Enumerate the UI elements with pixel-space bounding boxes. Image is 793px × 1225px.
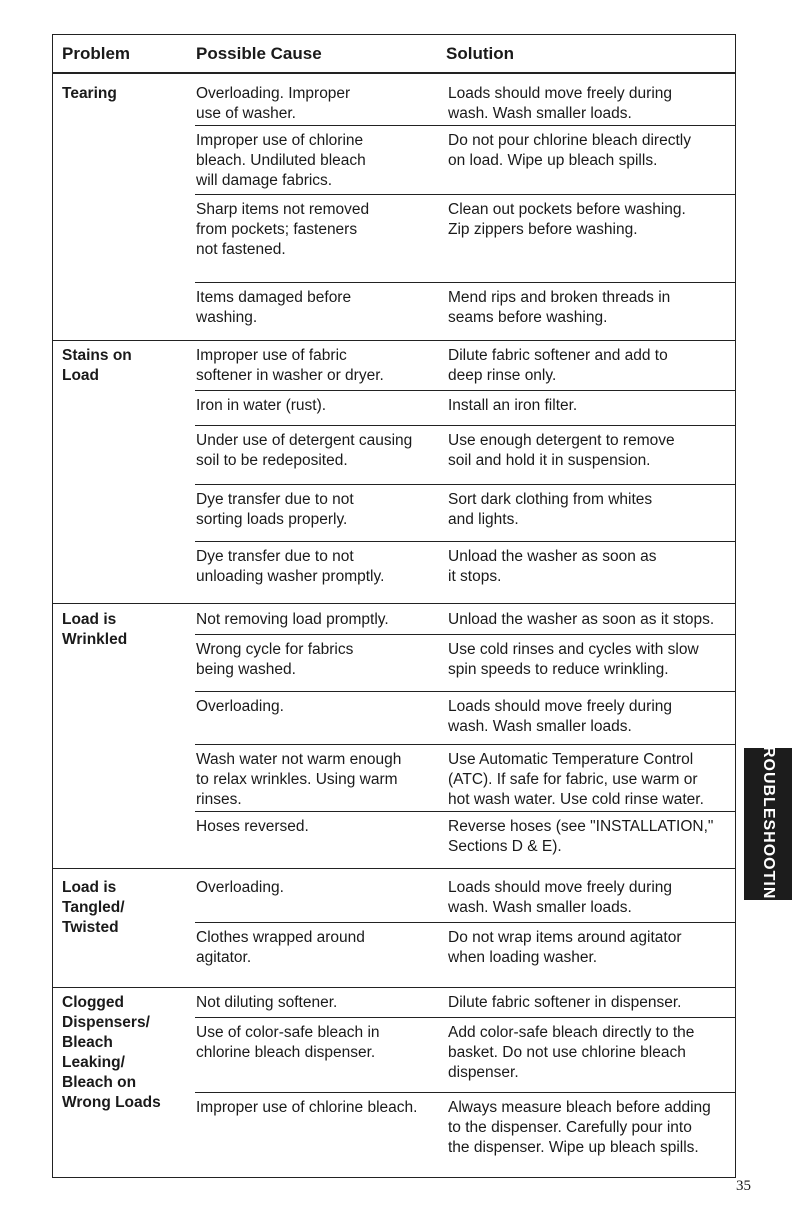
solution-cell: Always measure bleach before adding to the dispenser. Carefully pour into the dispenser. Wipe up bleach spills. (448, 1099, 711, 1156)
row-divider (195, 1092, 736, 1093)
solution-cell: Loads should move freely during wash. Wash smaller loads. (448, 85, 673, 122)
problem-label: Stains on Load (62, 347, 132, 384)
group-divider (52, 340, 736, 341)
solution-cell: Loads should move freely during wash. Wash smaller loads. (448, 879, 673, 916)
possible-cause-cell: Wash water not warm enough to relax wrinkles. Using warm rinses. (196, 751, 402, 808)
table-header (52, 34, 736, 74)
row-divider (195, 691, 736, 692)
problem-label: Tearing (62, 85, 117, 102)
possible-cause-cell: Improper use of fabric softener in washer or dryer. (196, 347, 384, 384)
possible-cause-cell: Overloading. (196, 698, 284, 715)
possible-cause-cell: Overloading. Improper use of washer. (196, 85, 351, 122)
header-solution: Solution (446, 44, 514, 63)
problem-label: Clogged Dispensers/ Bleach Leaking/ Bleach on Wrong Loads (62, 994, 161, 1111)
group-divider (52, 603, 736, 604)
solution-cell: Add color-safe bleach directly to the basket. Do not use chlorine bleach dispenser. (448, 1024, 695, 1081)
solution-cell: Use enough detergent to remove soil and hold it in suspension. (448, 432, 675, 469)
solution-cell: Unload the washer as soon as it stops. (448, 548, 657, 585)
possible-cause-cell: Iron in water (rust). (196, 397, 327, 414)
row-divider (195, 922, 736, 923)
solution-cell: Loads should move freely during wash. Wash smaller loads. (448, 698, 673, 735)
possible-cause-cell: Dye transfer due to not unloading washer promptly. (196, 548, 385, 585)
solution-cell: Unload the washer as soon as it stops. (448, 611, 715, 628)
header-problem: Problem (62, 44, 131, 63)
row-divider (195, 484, 736, 485)
solution-cell: Do not pour chlorine bleach directly on load. Wipe up bleach spills. (448, 132, 691, 169)
row-divider (195, 194, 736, 195)
problem-label: Load is Tangled/ Twisted (62, 879, 125, 936)
possible-cause-cell: Dye transfer due to not sorting loads properly. (196, 491, 354, 528)
possible-cause-cell: Overloading. (196, 879, 284, 896)
possible-cause-cell: Improper use of chlorine bleach. Undiluted bleach will damage fabrics. (196, 132, 366, 189)
row-divider (195, 282, 736, 283)
possible-cause-cell: Not removing load promptly. (196, 611, 389, 628)
header-possible-cause: Possible Cause (196, 44, 322, 63)
row-divider (195, 1017, 736, 1018)
row-divider (195, 425, 736, 426)
solution-cell: Dilute fabric softener in dispenser. (448, 994, 682, 1011)
troubleshooting-side-tab (744, 735, 792, 913)
solution-cell: Sort dark clothing from whites and lights. (448, 491, 653, 528)
solution-cell: Use Automatic Temperature Control (ATC). If safe for fabric, use warm or hot wash water. Use cold rinse water. (448, 751, 704, 808)
possible-cause-cell: Under use of detergent causing soil to be redeposited. (196, 432, 413, 469)
side-tab-label: TROUBLESHOOTING (760, 735, 778, 913)
possible-cause-cell: Sharp items not removed from pockets; fasteners not fastened. (196, 201, 370, 258)
solution-cell: Dilute fabric softener and add to deep rinse only. (448, 347, 668, 384)
group-divider (52, 987, 736, 988)
possible-cause-cell: Items damaged before washing. (196, 289, 352, 326)
solution-cell: Reverse hoses (see "INSTALLATION," Sections D & E). (448, 818, 714, 855)
possible-cause-cell: Not diluting softener. (196, 994, 338, 1011)
row-divider (195, 390, 736, 391)
solution-cell: Mend rips and broken threads in seams before washing. (448, 289, 671, 326)
possible-cause-cell: Clothes wrapped around agitator. (196, 929, 365, 966)
row-divider (195, 541, 736, 542)
solution-cell: Use cold rinses and cycles with slow spin speeds to reduce wrinkling. (448, 641, 699, 678)
row-divider (195, 125, 736, 126)
possible-cause-cell: Wrong cycle for fabrics being washed. (196, 641, 354, 678)
row-divider (195, 634, 736, 635)
solution-cell: Clean out pockets before washing. Zip zippers before washing. (448, 201, 686, 238)
possible-cause-cell: Use of color-safe bleach in chlorine bleach dispenser. (196, 1024, 380, 1061)
possible-cause-cell: Hoses reversed. (196, 818, 309, 835)
group-divider (52, 868, 736, 869)
page-number: 35 (736, 1178, 751, 1194)
row-divider (195, 811, 736, 812)
solution-cell: Do not wrap items around agitator when loading washer. (448, 929, 682, 966)
problem-label: Load is Wrinkled (62, 611, 128, 648)
solution-cell: Install an iron filter. (448, 397, 578, 414)
possible-cause-cell: Improper use of chlorine bleach. (196, 1099, 418, 1116)
row-divider (195, 744, 736, 745)
